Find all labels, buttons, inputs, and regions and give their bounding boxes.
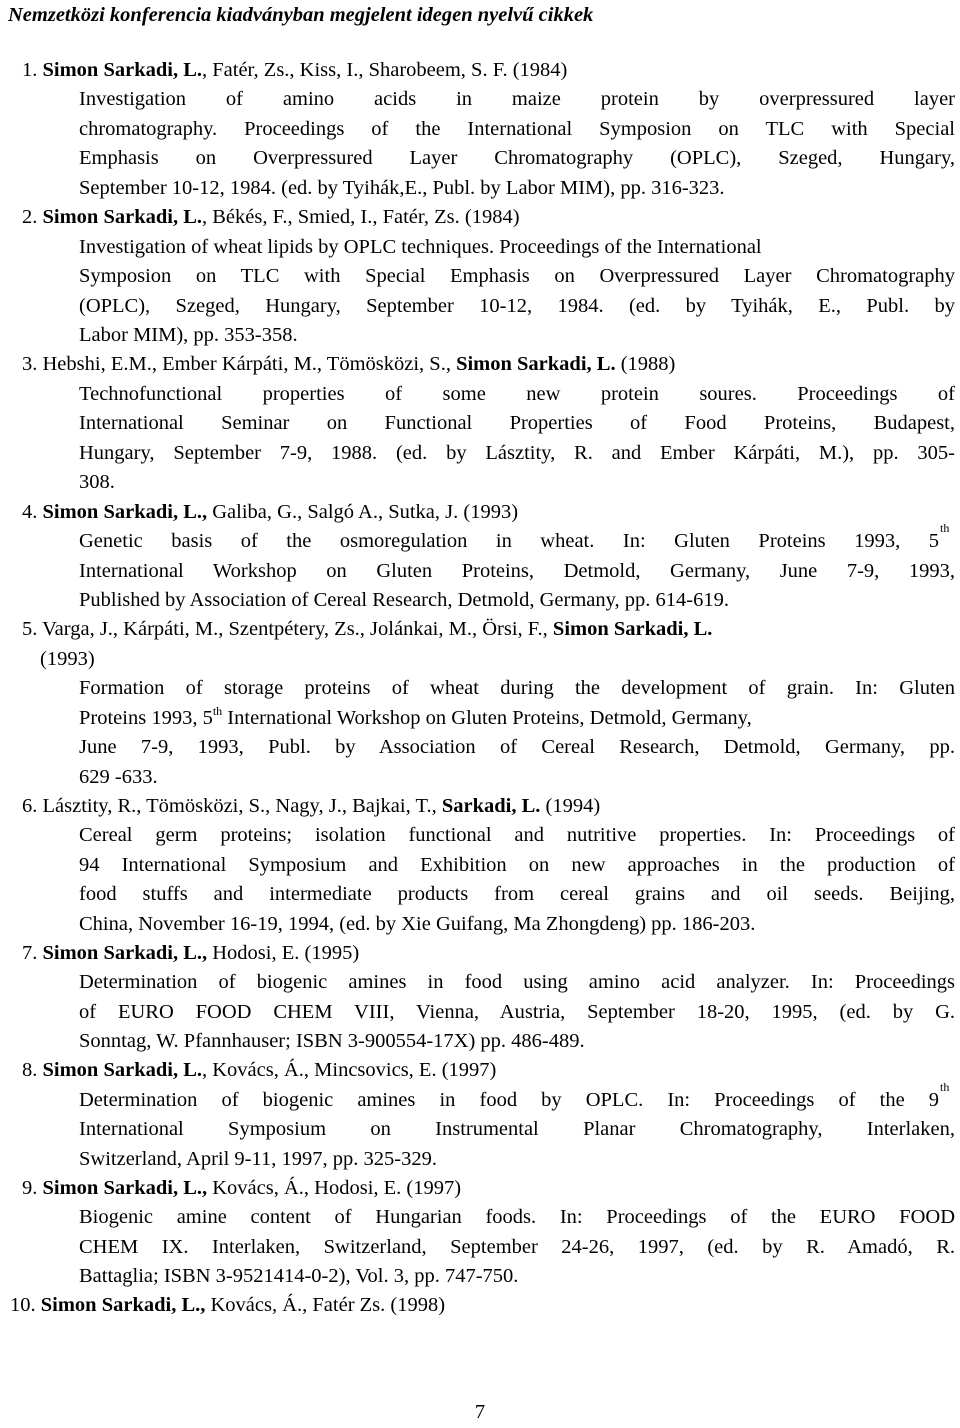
entry-7-line: Sonntag, W. Pfannhauser; ISBN 3-900554-17X) pp. 486-489. bbox=[79, 1030, 585, 1052]
entry-7-line: of EURO FOOD CHEM VIII, Vienna, Austria, September 18-20, 1995, (ed. by G. bbox=[79, 1001, 955, 1023]
entry-number: 9. bbox=[22, 1177, 38, 1199]
entry-2-line: (OPLC), Szeged, Hungary, September 10-12, 1984. (ed. by Tyihák, E., Publ. by bbox=[79, 295, 955, 317]
entry-author-bold: Simon Sarkadi, L., bbox=[42, 501, 208, 523]
entry-5-line-part: Proteins 1993, 5 bbox=[79, 707, 213, 729]
entry-header-rest: Galiba, G., Salgó A., Sutka, J. (1993) bbox=[207, 501, 519, 523]
entry-number: 4. bbox=[22, 501, 38, 523]
entry-1-header bbox=[22, 56, 567, 86]
entry-5-line-part: International Workshop on Gluten Proteins, Detmold, Germany, bbox=[222, 707, 752, 729]
entry-3-header bbox=[22, 350, 675, 380]
entry-header-pre: Hebshi, E.M., Ember Kárpáti, M., Tömösközi, S., bbox=[42, 353, 457, 375]
section-heading: Nemzetközi konferencia kiadványban megjelent idegen nyelvű cikkek bbox=[8, 4, 594, 26]
entry-4-line: International Workshop on Gluten Proteins, Detmold, Germany, June 7-9, 1993, bbox=[79, 560, 955, 582]
entry-number: 10. bbox=[10, 1294, 36, 1316]
entry-header-rest: , Fatér, Zs., Kiss, I., Sharobeem, S. F. (1984) bbox=[202, 59, 568, 81]
entry-author-bold: Simon Sarkadi, L., bbox=[42, 1177, 208, 1199]
entry-6-line: Cereal germ proteins; isolation functional and nutritive properties. In: Proceedings of bbox=[79, 824, 955, 846]
entry-number: 7. bbox=[22, 942, 38, 964]
entry-5-header bbox=[22, 615, 712, 645]
entry-1-line: Investigation of amino acids in maize protein by overpressured layer bbox=[79, 88, 955, 110]
entry-6-line: 94 International Symposium and Exhibition on new approaches in the production of bbox=[79, 854, 955, 876]
entry-4-line: Published by Association of Cereal Research, Detmold, Germany, pp. 614-619. bbox=[79, 589, 729, 611]
entry-header-rest: (1988) bbox=[615, 353, 676, 375]
entry-4-line-text: Genetic basis of the osmoregulation in wheat. In: Gluten Proteins 1993, 5 bbox=[79, 530, 939, 552]
entry-author-bold: Simon Sarkadi, L. bbox=[42, 206, 202, 228]
entry-8-line bbox=[79, 1086, 939, 1116]
entry-3-line: International Seminar on Functional Properties of Food Proteins, Budapest, bbox=[79, 412, 955, 434]
entry-1-line: chromatography. Proceedings of the International Symposion on TLC with Special bbox=[79, 118, 955, 140]
entry-8-header bbox=[22, 1056, 496, 1086]
entry-header-pre: Varga, J., Kárpáti, M., Szentpétery, Zs., Jolánkai, M., Örsi, F., bbox=[42, 618, 553, 640]
entry-author-bold: Sarkadi, L. bbox=[441, 795, 541, 817]
entry-number: 3. bbox=[22, 353, 38, 375]
entry-header-rest: Kovács, Á., Fatér Zs. (1998) bbox=[205, 1294, 446, 1316]
entry-6-line: China, November 16-19, 1994, (ed. by Xie Guifang, Ma Zhongdeng) pp. 186-203. bbox=[79, 913, 756, 935]
entry-author-bold: Simon Sarkadi, L. bbox=[42, 1059, 202, 1081]
entry-5-line: June 7-9, 1993, Publ. by Association of Cereal Research, Detmold, Germany, pp. bbox=[79, 736, 955, 758]
entry-6-line: food stuffs and intermediate products from cereal grains and oil seeds. Beijing, bbox=[79, 883, 955, 905]
entry-header-rest: , Békés, F., Smied, I., Fatér, Zs. (1984) bbox=[202, 206, 520, 228]
entry-9-header bbox=[22, 1174, 461, 1204]
entry-1-line: Emphasis on Overpressured Layer Chromatography (OPLC), Szeged, Hungary, bbox=[79, 147, 955, 169]
entry-3-line: Hungary, September 7-9, 1988. (ed. by Lásztity, R. and Ember Kárpáti, M.), pp. 305- bbox=[79, 442, 955, 464]
entry-author-bold: Simon Sarkadi, L., bbox=[40, 1294, 206, 1316]
entry-number: 8. bbox=[22, 1059, 38, 1081]
entry-9-line: CHEM IX. Interlaken, Switzerland, September 24-26, 1997, (ed. by R. Amadó, R. bbox=[79, 1236, 955, 1258]
page-number: 7 bbox=[474, 1401, 486, 1423]
entry-5-line: Formation of storage proteins of wheat during the development of grain. In: Gluten bbox=[79, 677, 955, 699]
entry-header-rest: Kovács, Á., Hodosi, E. (1997) bbox=[207, 1177, 462, 1199]
entry-1-line: September 10-12, 1984. (ed. by Tyihák,E., Publ. by Labor MIM), pp. 316-323. bbox=[79, 177, 725, 199]
entry-header-rest: Hodosi, E. (1995) bbox=[207, 942, 360, 964]
entry-9-line: Battaglia; ISBN 3-9521414-0-2), Vol. 3, pp. 747-750. bbox=[79, 1265, 519, 1287]
superscript: th bbox=[940, 1080, 950, 1094]
entry-7-line: Determination of biogenic amines in food using amino acid analyzer. In: Proceedings bbox=[79, 971, 955, 993]
entry-9-line: Biogenic amine content of Hungarian foods. In: Proceedings of the EURO FOOD bbox=[79, 1206, 955, 1228]
entry-2-line: Investigation of wheat lipids by OPLC techniques. Proceedings of the International bbox=[79, 236, 762, 258]
entry-8-line: Switzerland, April 9-11, 1997, pp. 325-329. bbox=[79, 1148, 437, 1170]
entry-header-rest: , Kovács, Á., Mincsovics, E. (1997) bbox=[202, 1059, 497, 1081]
entry-4-header bbox=[22, 498, 518, 528]
entry-2-line: Labor MIM), pp. 353-358. bbox=[79, 324, 298, 346]
entry-author-bold: Simon Sarkadi, L. bbox=[456, 353, 616, 375]
entry-5-line bbox=[79, 704, 955, 734]
entry-4-line bbox=[79, 527, 939, 557]
entry-5-year: (1993) bbox=[40, 648, 95, 670]
entry-7-header bbox=[22, 939, 359, 969]
entry-8-line: International Symposium on Instrumental Planar Chromatography, Interlaken, bbox=[79, 1118, 955, 1140]
entry-2-line: Symposion on TLC with Special Emphasis on Overpressured Layer Chromatography bbox=[79, 265, 955, 287]
entry-number: 6. bbox=[22, 795, 38, 817]
entry-6-header bbox=[22, 792, 600, 822]
entry-3-line: 308. bbox=[79, 471, 115, 493]
entry-header-pre: Lásztity, R., Tömösközi, S., Nagy, J., Bajkai, T., bbox=[42, 795, 442, 817]
entry-author-bold: Simon Sarkadi, L., bbox=[42, 942, 208, 964]
entry-5-line: 629 -633. bbox=[79, 766, 158, 788]
entry-author-bold: Simon Sarkadi, L. bbox=[42, 59, 202, 81]
entry-number: 5. bbox=[22, 618, 38, 640]
superscript: th bbox=[212, 704, 223, 718]
entry-10-header bbox=[10, 1291, 445, 1321]
superscript: th bbox=[940, 521, 950, 535]
entry-author-bold: Simon Sarkadi, L. bbox=[552, 618, 713, 640]
entry-number: 2. bbox=[22, 206, 38, 228]
entry-3-line: Technofunctional properties of some new protein soures. Proceedings of bbox=[79, 383, 955, 405]
entry-8-line-text: Determination of biogenic amines in food by OPLC. In: Proceedings of the 9 bbox=[79, 1089, 939, 1111]
entry-number: 1. bbox=[22, 59, 38, 81]
entry-header-rest: (1994) bbox=[540, 795, 601, 817]
entry-2-header bbox=[22, 203, 520, 233]
